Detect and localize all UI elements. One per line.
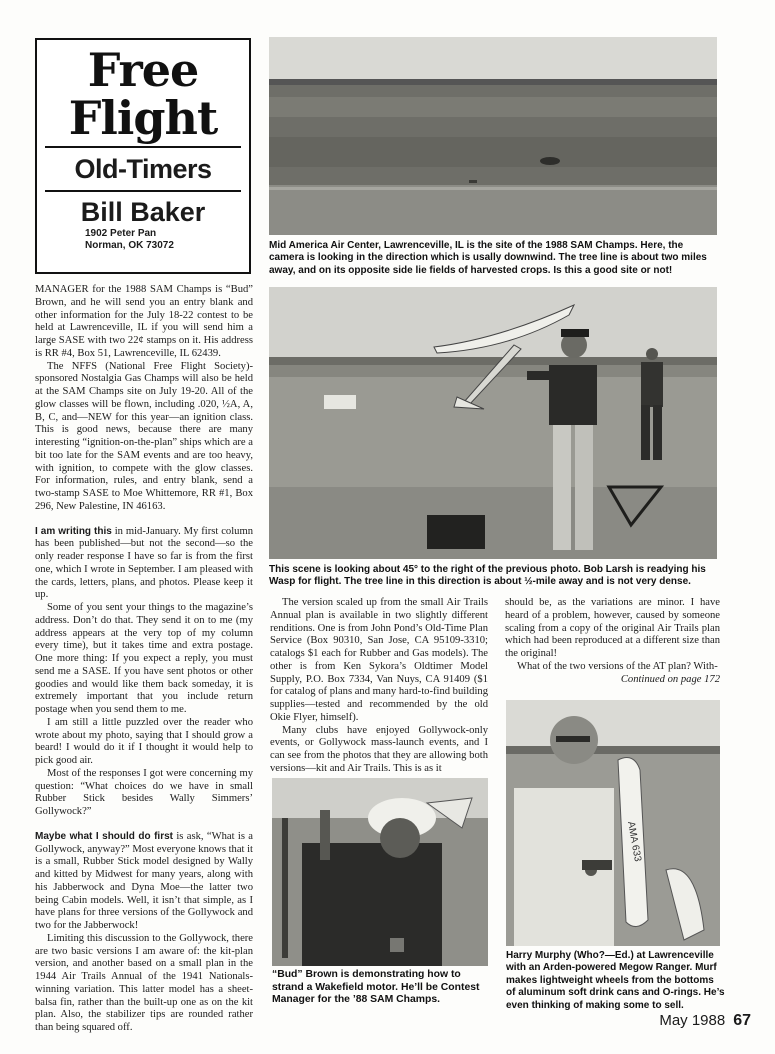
masthead-rule bbox=[45, 146, 241, 148]
author-address-street: 1902 Peter Pan bbox=[85, 228, 157, 239]
paragraph: Many clubs have enjoyed Gollywock-only events, or Gollywock mass-launch events, and I can see from the photos that they are allowing both versions—kit and Air Trails. This is as it bbox=[270, 724, 488, 774]
author-address-city: Norman, OK 73072 bbox=[85, 240, 174, 251]
paragraph-lead-in: I am writing this bbox=[35, 525, 112, 537]
column-masthead bbox=[35, 38, 251, 274]
photo-bob-larsh bbox=[269, 287, 717, 559]
paragraph bbox=[35, 526, 253, 603]
page-number: 67 bbox=[733, 1012, 751, 1029]
paragraph: What of the two versions of the AT plan? With- bbox=[517, 660, 718, 672]
photo-caption-bob-larsh: This scene is looking about 45° to the right of the previous photo. Bob Larsh is readying his Wasp for flight. The tree line in this direction is about ½-mile away and is not very dense. bbox=[269, 564, 706, 588]
paragraph bbox=[35, 831, 253, 933]
paragraph: Limiting this discussion to the Gollywock, there are two basic versions I am aware of: the kit-plan version, and another based on a small plan in the 1944 Air Trails Annual of the 1941 Nationals-winning variation. This latter model has a sheet-balsa fin, rather than the built-up one as on the kit plan. Also, the stabilizer tips are rounded rather than being squared off. bbox=[35, 932, 253, 1033]
photo-airfield-image bbox=[269, 37, 717, 235]
paragraph-text: in mid-January. My first column has been published—but not the second—so the only reader response I have so far is from the first one, which I wrote in September. I am pleased with the cards, letters, plans, and photos. Please keep it up. bbox=[35, 525, 253, 601]
article-column-right bbox=[505, 597, 720, 686]
author-name: Bill Baker bbox=[80, 197, 206, 227]
paragraph: The NFFS (National Free Flight Society)-sponsored Nostalgia Gas Champs will also be held at the SAM Champs site on July 19-20. All of the glow classes will be flown, including .020, ½A, A, B, C, and—NEW for this year—an ignition class. This is good news, because there are many interesting “ignition-on-the-plan” ships which are a bit too late for the SAM events and are too heavy, with ignition, to compete with the glow classes. For information, rules, and entry blank, send a two-stamp SASE to Moe Whittemore, RR #1, Box 296, New Palestine, IN 46163. bbox=[35, 360, 253, 512]
paragraph-lead-in: Maybe what I should do first bbox=[35, 830, 173, 842]
wing-marking-text: AMA 633 bbox=[625, 820, 643, 863]
photo-bud-brown bbox=[272, 778, 488, 966]
paragraph: MANAGER for the 1988 SAM Champs is “Bud” Brown, and he will send you an entry blank and other information for the July 18-22 contest to be held at Lawrenceville, IL if you will send him a large SASE with two 22¢ stamps on it. His address is RR #4, Box 51, Lawrenceville, IL 62439. bbox=[35, 284, 253, 359]
masthead-title-line2: Flight bbox=[68, 91, 218, 145]
paragraph: Most of the responses I got were concerning my question: “What choices do we have in small Rubber Stick besides Wally Simmers’ Gollywock?” bbox=[35, 767, 253, 817]
photo-caption-airfield: Mid America Air Center, Lawrenceville, IL is the site of the 1988 SAM Champs. Here, the camera is looking in the direction which is usally downwind. The tree line is about two miles away, and on its opposite side lie fields of harvested crops. Is this a good site or not! bbox=[269, 240, 707, 276]
page-folio bbox=[659, 1012, 751, 1030]
paragraph: should be, as the variations are minor. I have heard of a problem, however, caused by someone scaling from a copy of the original Air Trails plan which had been reproduced at a different size than the original! bbox=[505, 597, 720, 659]
photo-harry-murphy bbox=[506, 700, 720, 946]
paragraph: Some of you sent your things to the magazine’s address. Don’t do that. They send it on to me (my address appears at the very top of my column every time), but it takes time and extra postage. One more thing: If you expect a reply, you must send me a SASE. If you have sent photos or other goodies and would like them back someday, it is extremely important that you include return postage when you send them to me. bbox=[35, 602, 253, 715]
photo-caption-bud-brown: “Bud” Brown is demonstrating how to strand a Wakefield motor. He’ll be Contest Manager for the ’88 SAM Champs. bbox=[272, 969, 480, 1006]
article-column-middle bbox=[270, 597, 488, 776]
photo-bud-brown-image bbox=[272, 778, 488, 966]
photo-harry-murphy-image bbox=[506, 700, 720, 946]
photo-airfield bbox=[269, 37, 717, 235]
photo-bob-larsh-image bbox=[269, 287, 717, 559]
article-column-left bbox=[35, 284, 253, 1035]
masthead-title-line1: Free bbox=[87, 43, 199, 97]
masthead-rule bbox=[45, 190, 241, 192]
paragraph-text: is ask, “What is a Gollywock, anyway?” Most everyone knows that it is a small, Rubber Stick model designed by Wally and kitted by Midwest for many years, along with his Jabberwock and Dyna Moe—the latter two being Cabin models. Well, it isn’t that simple, as I have plans for three versions of the Gollywock and two for the Jabberwock! bbox=[35, 830, 254, 931]
photo-caption-harry-murphy: Harry Murphy (Who?—Ed.) at Lawrenceville with an Arden-powered Megow Ranger. Murf makes lightweight wheels from the bottoms of aluminum soft drink cans and O-rings. He’s even thinking of making some to sell. bbox=[506, 950, 725, 1011]
paragraph: The version scaled up from the small Air Trails Annual plan is available in two slightly different renditions. One is from John Pond’s Old-Time Plan Service (Box 90310, San Jose, CA 95109-3310; catalogs $1 each for Rubber and Gas models). The other is from Ken Sykora’s Oldtimer Model Supply, P.O. Box 7334, Van Nuys, CA 91409 ($1 for catalog of plans and many hard-to-find building supplies—tested and recommended by the old Okie Flyer, himself). bbox=[270, 597, 488, 723]
paragraph: I am still a little puzzled over the reader who wrote about my photo, saying that I should grow a beard! I would do it if I thought it would help to pick good air. bbox=[35, 716, 253, 766]
continued-jump-line: Continued on page 172 bbox=[620, 673, 720, 685]
issue-date: May 1988 bbox=[659, 1012, 726, 1029]
masthead-subtitle: Old-Timers bbox=[74, 154, 212, 184]
